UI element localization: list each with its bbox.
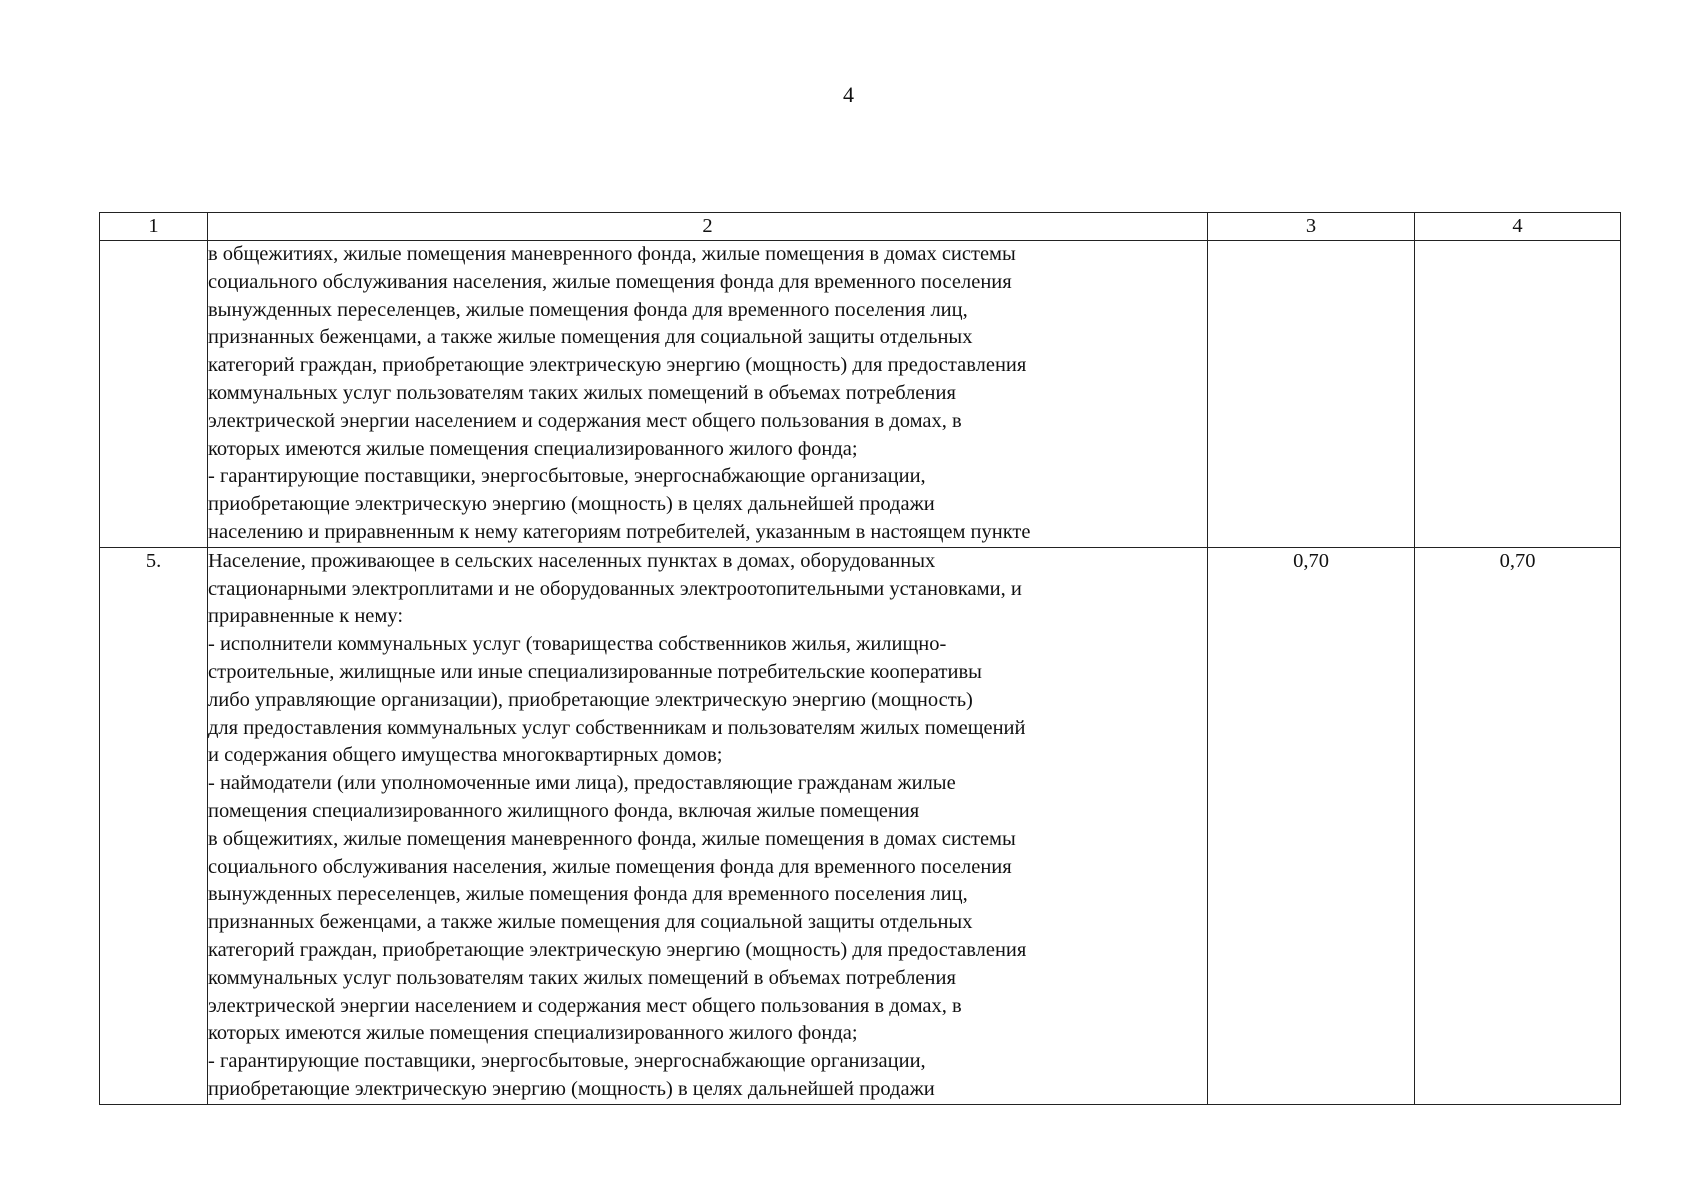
row-value-col-3: [1208, 241, 1415, 548]
header-col-4: 4: [1415, 213, 1621, 241]
text-line: признанных беженцами, а также жилые помещения для социальной защиты отдельных: [208, 911, 973, 934]
text-line: - наймодатели (или уполномоченные ими лица), предоставляющие гражданам жилые: [208, 772, 956, 795]
page-number: 4: [843, 82, 854, 107]
text-line: в общежитиях, жилые помещения маневренного фонда, жилые помещения в домах системы: [208, 827, 1016, 850]
table-header-row: [100, 213, 1621, 241]
text-line: приобретающие электрическую энергию (мощность) в целях дальнейшей продажи: [208, 1077, 935, 1100]
row-number: 5.: [100, 547, 208, 1104]
text-line: вынужденных переселенцев, жилые помещения фонда для временного поселения лиц,: [208, 298, 968, 321]
text-line: электрической энергии населением и содержания мест общего пользования в домах, в: [208, 994, 962, 1017]
text-line: строительные, жилищные или иные специализированные потребительские кооперативы: [208, 660, 982, 683]
text-line: приравненные к нему:: [208, 605, 404, 628]
text-line: Население, проживающее в сельских населенных пунктах в домах, оборудованных: [208, 549, 936, 572]
text-line: для предоставления коммунальных услуг собственникам и пользователям жилых помещений: [208, 716, 1026, 739]
text-line: социального обслуживания населения, жилые помещения фонда для временного поселения: [208, 855, 1012, 878]
text-line: - исполнители коммунальных услуг (товарищества собственников жилья, жилищно-: [208, 633, 947, 656]
text-line: коммунальных услуг пользователям таких жилых помещений в объемах потребления: [208, 381, 956, 404]
text-line: социального обслуживания населения, жилые помещения фонда для временного поселения: [208, 270, 1012, 293]
text-line: которых имеются жилые помещения специализированного жилого фонда;: [208, 437, 858, 460]
text-line: вынужденных переселенцев, жилые помещения фонда для временного поселения лиц,: [208, 883, 968, 906]
text-line: категорий граждан, приобретающие электрическую энергию (мощность) для предоставления: [208, 938, 1027, 961]
text-line: в общежитиях, жилые помещения маневренного фонда, жилые помещения в домах системы: [208, 243, 1016, 265]
text-line: населению и приравненным к нему категориям потребителей, указанным в настоящем пункте: [208, 520, 1031, 543]
table-row: [100, 547, 1621, 1104]
text-line: приобретающие электрическую энергию (мощность) в целях дальнейшей продажи: [208, 493, 935, 516]
table-row: [100, 241, 1621, 548]
row-description: [208, 547, 1208, 1104]
text-line: категорий граждан, приобретающие электрическую энергию (мощность) для предоставления: [208, 354, 1027, 377]
header-col-1: 1: [100, 213, 208, 241]
text-line: - гарантирующие поставщики, энергосбытовые, энергоснабжающие организации,: [208, 1050, 926, 1073]
text-line: стационарными электроплитами и не оборудованных электроотопительными установками, и: [208, 577, 1022, 600]
text-line: которых имеются жилые помещения специализированного жилого фонда;: [208, 1022, 858, 1045]
text-line: электрической энергии населением и содержания мест общего пользования в домах, в: [208, 409, 962, 432]
header-col-3: 3: [1208, 213, 1415, 241]
text-line: и содержания общего имущества многоквартирных домов;: [208, 744, 723, 767]
header-col-2: 2: [208, 213, 1208, 241]
tariff-table: [99, 212, 1621, 1105]
text-line: либо управляющие организации), приобретающие электрическую энергию (мощность): [208, 688, 973, 711]
text-line: - гарантирующие поставщики, энергосбытовые, энергоснабжающие организации,: [208, 465, 926, 488]
text-line: коммунальных услуг пользователям таких жилых помещений в объемах потребления: [208, 966, 956, 989]
row-value-col-3: 0,70: [1208, 547, 1415, 1104]
row-value-col-4: 0,70: [1415, 547, 1621, 1104]
text-line: помещения специализированного жилищного фонда, включая жилые помещения: [208, 799, 920, 822]
row-value-col-4: [1415, 241, 1621, 548]
row-description: [208, 241, 1208, 548]
text-line: признанных беженцами, а также жилые помещения для социальной защиты отдельных: [208, 326, 973, 349]
row-number: [100, 241, 208, 548]
